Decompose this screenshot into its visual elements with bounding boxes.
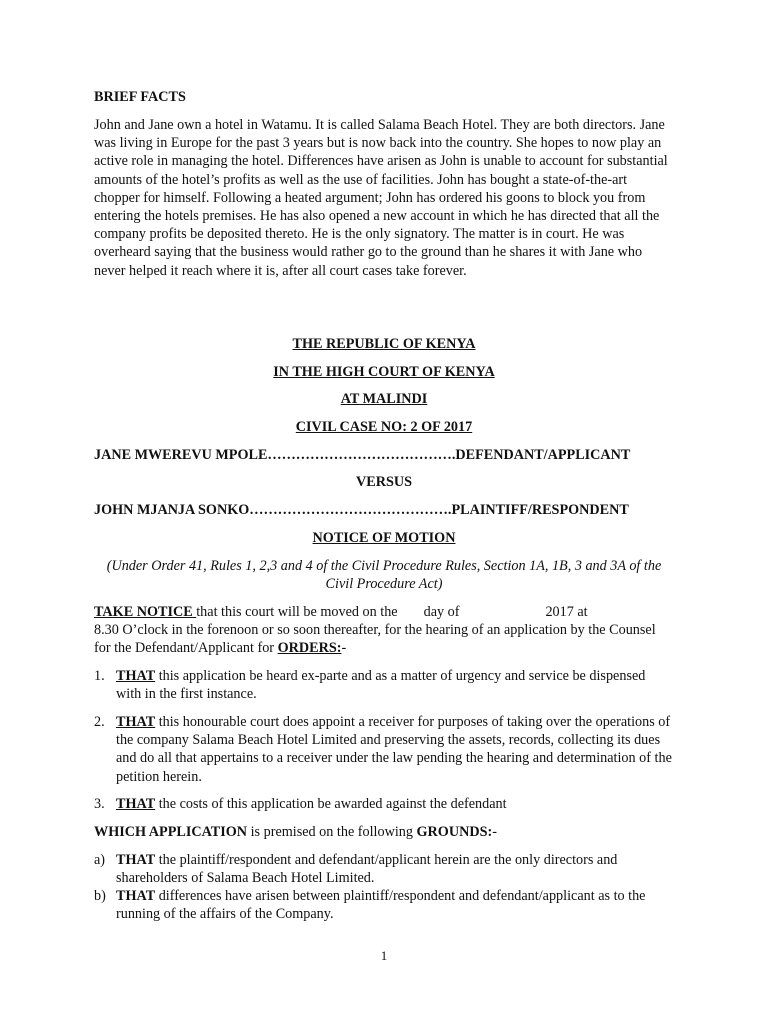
party-plaintiff-dots: …………………………………….	[249, 502, 452, 518]
motion-authority: (Under Order 41, Rules 1, 2,3 and 4 of the Civil Procedure Rules, Section 1A, 1B, 3 and 3A of the Civil Procedure Act)	[106, 558, 662, 593]
party-defendant-role: DEFENDANT/APPLICANT	[455, 447, 631, 463]
take-notice-line-1	[94, 603, 674, 621]
party-defendant-name: JANE MWEREVU MPOLE	[94, 447, 268, 463]
caption-case-number: CIVIL CASE NO: 2 OF 2017	[295, 419, 473, 435]
motion-title: NOTICE OF MOTION	[312, 530, 456, 546]
take-notice-paragraph	[94, 603, 674, 658]
order-item: 2. THAT this honourable court does appoint a receiver for purposes of taking over the operations of the company Salama Beach Hotel Limited and preserving the assets, records, collecting its dues and do all that appertains to a receiver under the law pending the hearing and determination of the petition herein.	[94, 714, 672, 785]
party-plaintiff-name: JOHN MJANJA SONKO	[94, 502, 250, 518]
caption-versus: VERSUS	[356, 474, 412, 490]
order-item: 3. THAT the costs of this application be awarded against the defendant	[94, 796, 507, 812]
grounds-intro: WHICH APPLICATION is premised on the following GROUNDS:-	[94, 824, 497, 840]
ground-item: b) THAT differences have arisen between plaintiff/respondent and defendant/applicant as to the running of the affairs of the Company.	[94, 888, 646, 923]
caption-location: AT MALINDI	[340, 391, 428, 407]
take-notice-line-2: 8.30 O’clock in the forenoon or so soon thereafter, for the hearing of an application by the Counsel for the Defendant/Applicant for ORDERS:-	[94, 622, 656, 657]
page-number: 1	[380, 948, 388, 963]
party-defendant-dots: ………………………………….	[267, 447, 456, 463]
take-notice-text: that this court will be moved on the	[196, 604, 398, 620]
take-notice-label: TAKE NOTICE	[94, 604, 197, 620]
party-plaintiff	[94, 501, 674, 519]
brief-facts-paragraph: John and Jane own a hotel in Watamu. It is called Salama Beach Hotel. They are both directors. Jane was living in Europe for the past 3 years but is now back into the country. She hopes to now play an active role in managing the hotel. Differences have arisen as John is unable to account for substantial amounts of the hotel’s profits as well as the use of facilities. John has bought a state-of-the-art chopper for himself. Following a heated argument; John has ordered his goons to block you from entering the hotels premises. He has also opened a new account in which he has directed that all the company profits be deposited thereto. He is the only signatory. The matter is in court. He was overheard saying that the business would rather go to the ground than he shares it with Jane who never helped it reach where it is, after all court cases take forever.	[94, 117, 668, 279]
take-notice-year: 2017 at	[545, 604, 588, 620]
take-notice-day: day of	[423, 604, 460, 620]
brief-facts-heading: BRIEF FACTS	[94, 89, 186, 105]
orders-label: ORDERS:	[277, 640, 342, 657]
ground-item: a) THAT the plaintiff/respondent and defendant/applicant herein are the only directors and shareholders of Salama Beach Hotel Limited.	[94, 852, 618, 887]
caption-republic: THE REPUBLIC OF KENYA	[292, 336, 476, 352]
caption-court: IN THE HIGH COURT OF KENYA	[273, 364, 495, 380]
party-defendant	[94, 446, 674, 464]
party-plaintiff-role: PLAINTIFF/RESPONDENT	[451, 502, 629, 518]
order-item: 1. THAT this application be heard ex-parte and as a matter of urgency and service be dispensed with in the first instance.	[94, 668, 646, 703]
